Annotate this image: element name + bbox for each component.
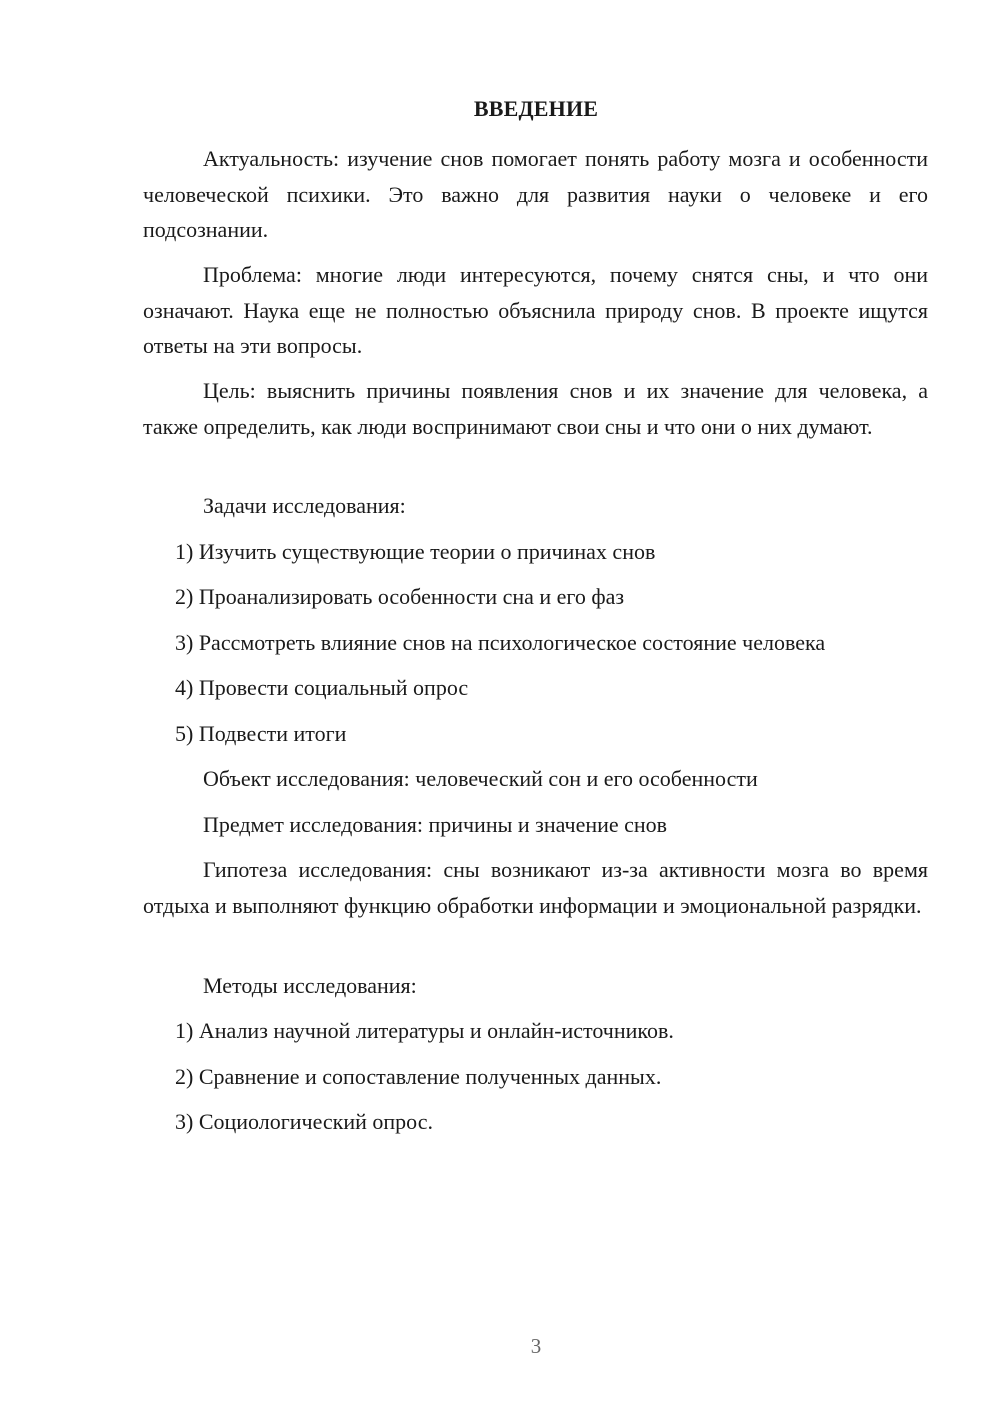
- method-item: 1) Анализ научной литературы и онлайн-источников.: [175, 1018, 674, 1043]
- page-number: 3: [530, 1334, 542, 1358]
- page-title: ВВЕДЕНИЕ: [473, 96, 599, 121]
- task-item: 2) Проанализировать особенности сна и его фаз: [175, 584, 625, 609]
- task-item: 5) Подвести итоги: [175, 721, 347, 746]
- subject-line: Предмет исследования: причины и значение снов: [203, 812, 668, 837]
- tasks-heading: Задачи исследования:: [203, 493, 406, 518]
- task-item: 4) Провести социальный опрос: [175, 675, 469, 700]
- problem-paragraph: Проблема: многие люди интересуются, почему снятся сны, и что они означают. Наука еще не полностью объяснила природу снов. В проекте ищутся ответы на эти вопросы.: [143, 262, 928, 358]
- hypothesis-paragraph: Гипотеза исследования: сны возникают из-за активности мозга во время отдыха и выполняют функцию обработки информации и эмоциональной разрядки.: [143, 857, 928, 918]
- relevance-paragraph: Актуальность: изучение снов помогает понять работу мозга и особенности человеческой психики. Это важно для развития науки о человеке и его подсознании.: [143, 146, 928, 242]
- goal-paragraph: Цель: выяснить причины появления снов и их значение для человека, а также определить, как люди воспринимают свои сны и что они о них думают.: [143, 378, 928, 439]
- method-item: 2) Сравнение и сопоставление полученных данных.: [175, 1064, 662, 1089]
- method-item: 3) Социологический опрос.: [175, 1109, 433, 1134]
- task-item: 1) Изучить существующие теории о причинах снов: [175, 539, 656, 564]
- task-item: 3) Рассмотреть влияние снов на психологическое состояние человека: [175, 630, 826, 655]
- object-line: Объект исследования: человеческий сон и его особенности: [203, 766, 758, 791]
- methods-heading: Методы исследования:: [203, 973, 417, 998]
